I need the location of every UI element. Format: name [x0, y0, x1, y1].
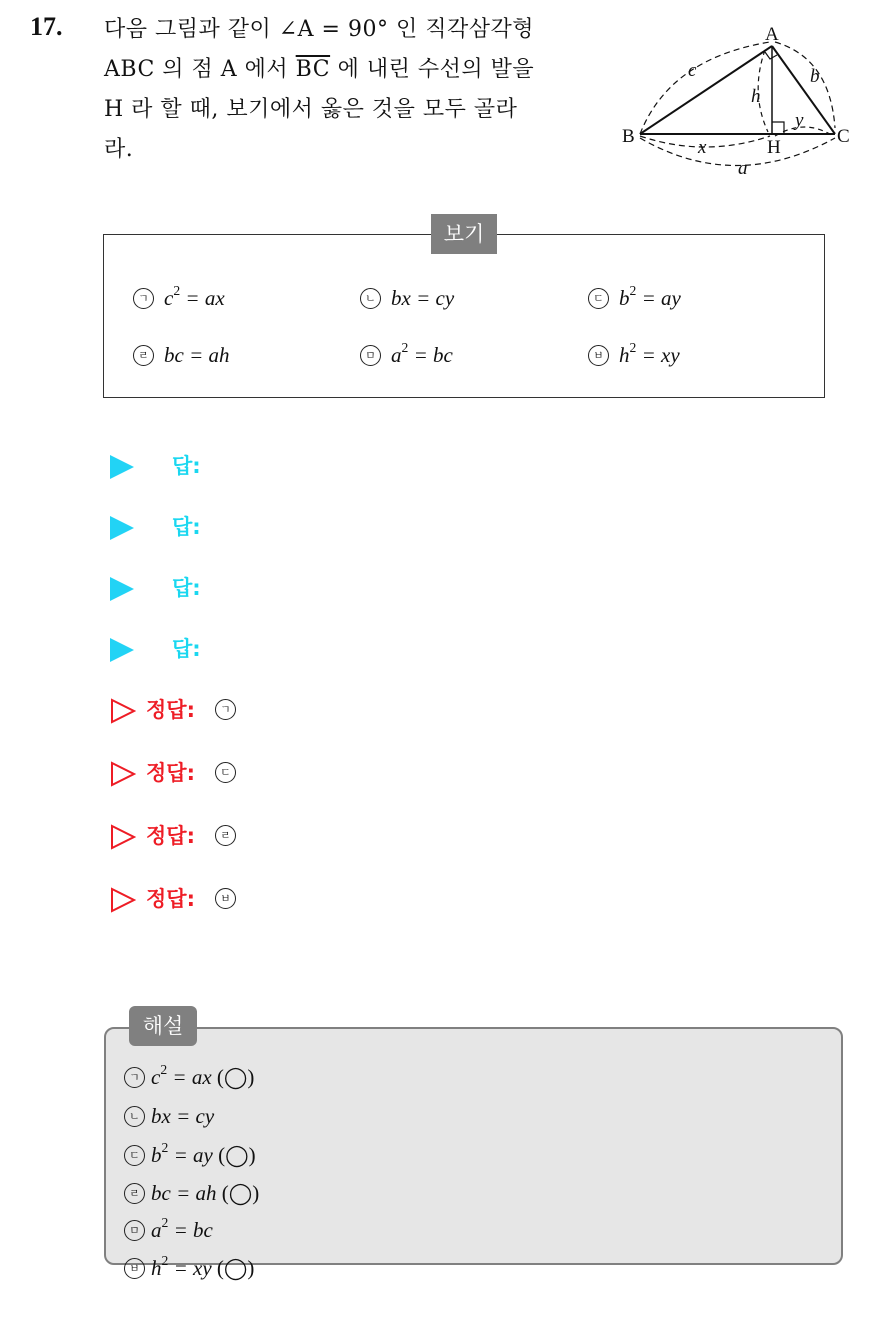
- question-line-2-suffix: 에 내린 수선의 발을: [337, 57, 535, 82]
- option-marker: ㄷ: [588, 288, 609, 309]
- correct-answer-2: 정답: ㄷ: [110, 757, 246, 787]
- option-marker: ㄷ: [124, 1145, 145, 1166]
- outline-triangle-icon: [110, 698, 136, 724]
- outline-triangle-icon: [110, 887, 136, 913]
- label-a: a: [738, 158, 748, 178]
- label-c: c: [688, 60, 697, 81]
- label-B: B: [622, 126, 635, 147]
- solution-title: 해설: [129, 1006, 197, 1046]
- play-triangle-icon: [110, 577, 134, 601]
- side-ac: [772, 46, 835, 134]
- option-marker: ㄹ: [133, 345, 154, 366]
- option-marker: ㅂ: [588, 345, 609, 366]
- right-angle-mark-a: [765, 52, 777, 59]
- option-marker: ㄴ: [124, 1106, 145, 1127]
- label-H: H: [767, 137, 781, 158]
- bogi-box: [103, 234, 825, 398]
- option-marker: ㅂ: [124, 1258, 145, 1279]
- solution-line-2: ㄴ bx = cy: [124, 1104, 214, 1129]
- label-C: C: [837, 126, 850, 147]
- bogi-option-6: ㅂ $h^2$ = xy: [588, 343, 680, 368]
- answer-blank-1[interactable]: 답:: [110, 450, 201, 480]
- option-marker: ㄱ: [124, 1067, 145, 1088]
- solution-line-6: ㅂ $h^2$ = xy (◯): [124, 1256, 254, 1281]
- answer-blank-4[interactable]: 답:: [110, 633, 201, 663]
- bogi-option-1: ㄱ $c^2$ = ax: [133, 286, 225, 311]
- question-line-3: H 라 할 때, 보기에서 옳은 것을 모두 골라: [104, 97, 518, 122]
- bogi-option-3: ㄷ $b^2$ = ay: [588, 286, 681, 311]
- right-angle-mark-h: [772, 122, 784, 134]
- label-y: y: [795, 110, 804, 131]
- answer-blank-2[interactable]: 답:: [110, 511, 201, 541]
- option-marker: ㅁ: [360, 345, 381, 366]
- bogi-title: 보기: [431, 214, 497, 254]
- label-x: x: [698, 137, 707, 158]
- question-line-2: [104, 52, 534, 83]
- outline-triangle-icon: [110, 761, 136, 787]
- segment-bc: $\overline{BC}$: [295, 57, 331, 82]
- play-triangle-icon: [110, 455, 134, 479]
- option-marker: ㄱ: [133, 288, 154, 309]
- question-line-1: 다음 그림과 같이 ∠A = 90° 인 직각삼각형: [104, 17, 534, 42]
- label-b: b: [810, 66, 820, 87]
- label-A: A: [765, 24, 779, 45]
- solution-line-1: ㄱ $c^2$ = ax (◯): [124, 1065, 254, 1090]
- answer-blank-3[interactable]: 답:: [110, 572, 201, 602]
- option-marker: ㄹ: [124, 1183, 145, 1204]
- play-triangle-icon: [110, 638, 134, 662]
- solution-line-3: ㄷ $b^2$ = ay (◯): [124, 1143, 256, 1168]
- solution-line-5: ㅁ $a^2$ = bc: [124, 1218, 213, 1243]
- right-triangle-figure: [610, 18, 860, 178]
- bogi-option-4: ㄹ bc = ah: [133, 343, 230, 368]
- bogi-option-5: ㅁ $a^2$ = bc: [360, 343, 453, 368]
- question-line-2-prefix: ABC 의 점 A 에서: [104, 57, 289, 82]
- question-line-4: 라.: [104, 137, 134, 162]
- option-marker: ㅁ: [124, 1220, 145, 1241]
- correct-answer-4: 정답: ㅂ: [110, 883, 246, 913]
- brace-b: [775, 42, 835, 128]
- option-marker: ㄴ: [360, 288, 381, 309]
- play-triangle-icon: [110, 516, 134, 540]
- question-number: 17.: [30, 12, 63, 41]
- correct-answer-1: 정답: ㄱ: [110, 694, 246, 724]
- outline-triangle-icon: [110, 824, 136, 850]
- solution-line-4: ㄹ bc = ah (◯): [124, 1181, 259, 1206]
- label-h: h: [751, 86, 761, 107]
- correct-answer-3: 정답: ㄹ: [110, 820, 246, 850]
- bogi-option-2: ㄴ bx = cy: [360, 286, 454, 311]
